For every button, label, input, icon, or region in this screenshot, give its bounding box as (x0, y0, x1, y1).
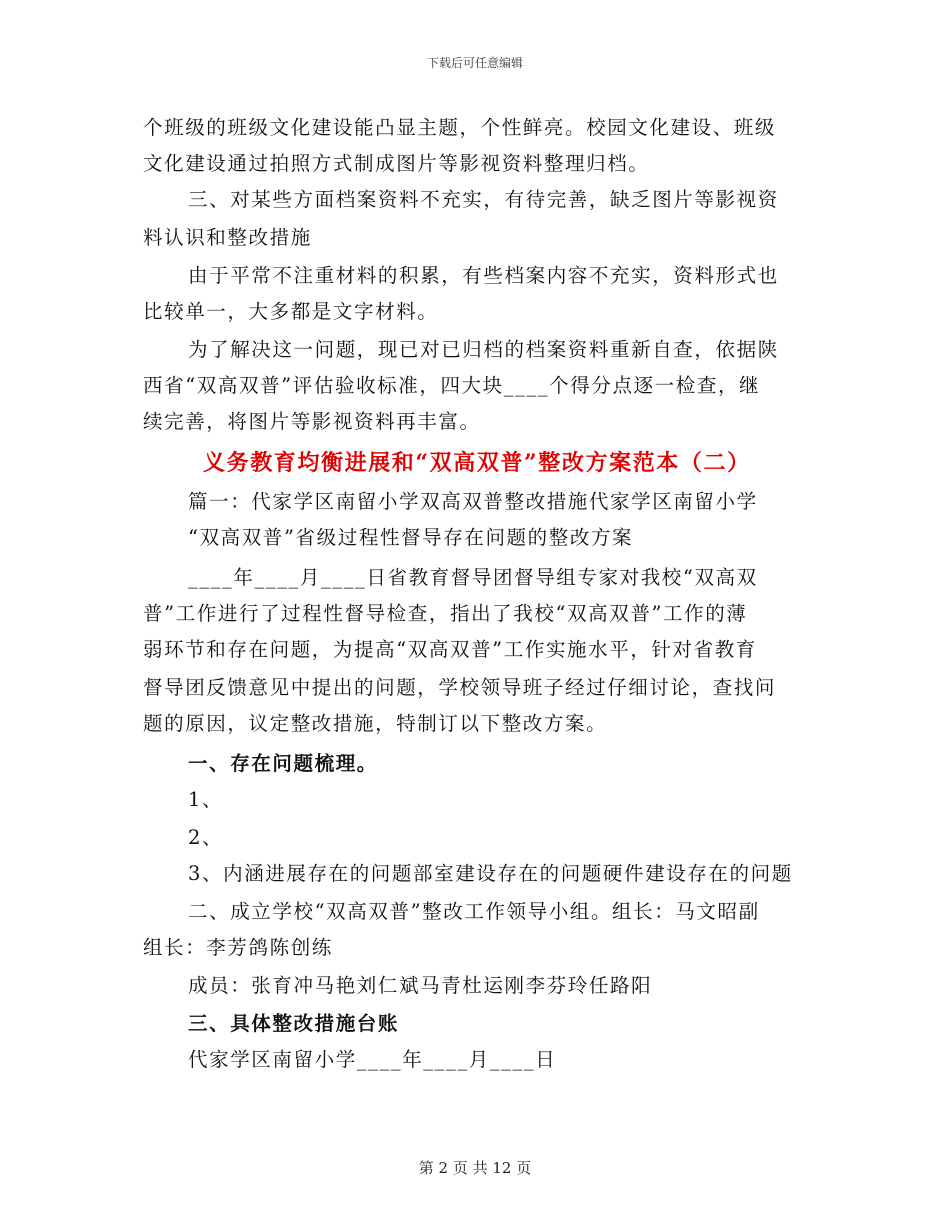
body-line: 弱环节和存在问题，为提高“双高双普”工作实施水平，针对省教育 (143, 638, 757, 661)
body-line: ____年____月____日省教育督导团督导组专家对我校“双高双 (188, 566, 758, 589)
body-line: 成员：张育冲马艳刘仁斌马青杜运刚李芬玲任路阳 (188, 974, 653, 997)
body-line: “双高双普”省级过程性督导存在问题的整改方案 (188, 526, 634, 549)
body-line: 三、对某些方面档案资料不充实，有待完善，缺乏图片等影视资 (188, 188, 779, 211)
body-line: 组长：李芳鸽陈创练 (143, 936, 333, 959)
list-item: 1、 (188, 788, 224, 811)
section-title: 义务教育均衡进展和“双高双普”整改方案范本（二） (203, 450, 751, 476)
section-heading: 一、存在问题梳理。 (188, 752, 378, 775)
list-item: 2、 (188, 826, 224, 849)
body-line: 续完善，将图片等影视资料再丰富。 (143, 410, 481, 433)
body-line: 为了解决这一问题，现已对已归档的档案资料重新自查，依据陕 (188, 338, 779, 361)
page-header: 下载后可任意编辑 (426, 56, 523, 70)
page-footer: 第 2 页 共 12 页 (418, 1159, 532, 1177)
body-line: 题的原因，议定整改措施，特制订以下整改方案。 (143, 712, 608, 735)
body-line: 文化建设通过拍照方式制成图片等影视资料整理归档。 (143, 152, 650, 175)
body-line: 个班级的班级文化建设能凸显主题，个性鲜亮。校园文化建设、班级 (143, 116, 777, 139)
body-line: 普”工作进行了过程性督导检查，指出了我校“双高双普”工作的薄 (143, 602, 748, 625)
body-line: 督导团反馈意见中提出的问题，学校领导班子经过仔细讨论，查找问 (143, 676, 777, 699)
body-line: 篇一：代家学区南留小学双高双普整改措施代家学区南留小学 (188, 490, 758, 513)
body-line: 二、成立学校“双高双普”整改工作领导小组。组长：马文昭副 (188, 900, 760, 923)
body-line: 料认识和整改措施 (143, 226, 312, 249)
body-line: 由于平常不注重材料的积累，有些档案内容不充实，资料形式也 (188, 264, 779, 287)
body-line: 代家学区南留小学____年____月____日 (188, 1048, 557, 1071)
body-line: 比较单一，大多都是文字材料。 (143, 300, 439, 323)
list-item: 3、内涵进展存在的问题部室建设存在的问题硬件建设存在的问题 (188, 862, 793, 885)
body-line: 西省“双高双普”评估验收标准，四大块____个得分点逐一检查，继 (143, 374, 761, 397)
section-heading: 三、具体整改措施台账 (188, 1012, 400, 1035)
